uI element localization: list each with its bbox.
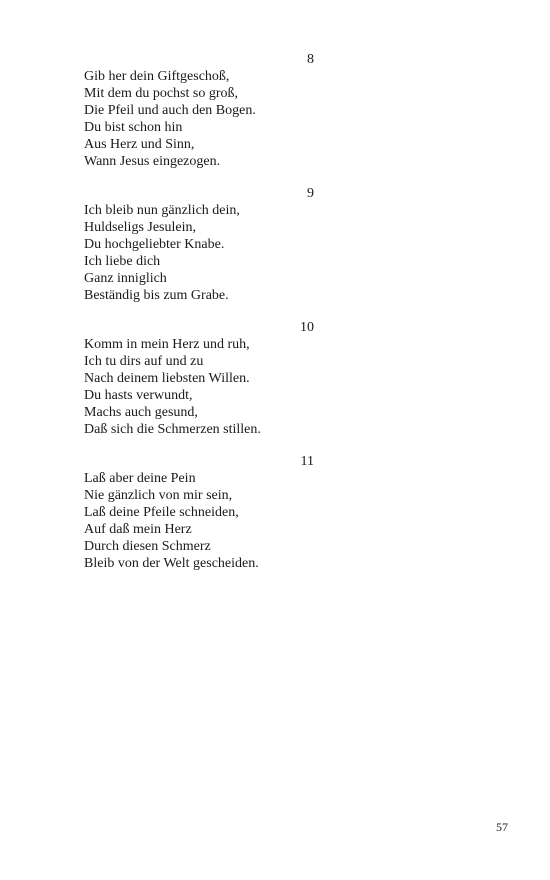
verse-line: Du hasts verwundt, [84,388,193,403]
verse-line: Ich liebe dich [84,254,161,269]
stanza-lines [84,336,261,438]
verse-line: Ich bleib nun gänzlich dein, [84,203,240,218]
verse-line: Wann Jesus eingezogen. [84,154,221,169]
page-number: 57 [496,820,508,834]
verse-line: Ganz inniglich [84,271,167,286]
verse-line: Laß aber deine Pein [84,471,196,486]
verse-line: Gib her dein Giftgeschoß, [84,69,230,84]
verse-line: Aus Herz und Sinn, [84,137,195,152]
verse-line: Huldseligs Jesulein, [84,220,196,235]
stanza-number: 9 [307,186,314,201]
verse-line: Du hochgeliebter Knabe. [84,237,225,252]
verse-line: Auf daß mein Herz [84,522,192,537]
verse-line: Du bist schon hin [84,120,183,135]
verse-line: Mit dem du pochst so groß, [84,86,238,101]
verse-line: Ich tu dirs auf und zu [84,354,204,369]
stanza-number: 11 [300,454,314,469]
stanza-lines [84,68,256,170]
verse-line: Laß deine Pfeile schneiden, [84,505,239,520]
verse-line: Nach deinem liebsten Willen. [84,371,250,386]
verse-line: Bleib von der Welt gescheiden. [84,556,259,571]
stanza-number: 8 [307,52,314,67]
verse-line: Daß sich die Schmerzen stillen. [84,422,261,437]
stanza-number: 10 [300,320,314,335]
verse-line: Nie gänzlich von mir sein, [84,488,233,503]
verse-line: Durch diesen Schmerz [84,539,211,554]
verse-line: Die Pfeil und auch den Bogen. [84,103,256,118]
verse-line: Komm in mein Herz und ruh, [84,337,250,352]
verse-line: Beständig bis zum Grabe. [84,288,229,303]
verse-line: Machs auch gesund, [84,405,198,420]
stanza-lines [84,202,240,304]
stanza-lines [84,470,259,572]
